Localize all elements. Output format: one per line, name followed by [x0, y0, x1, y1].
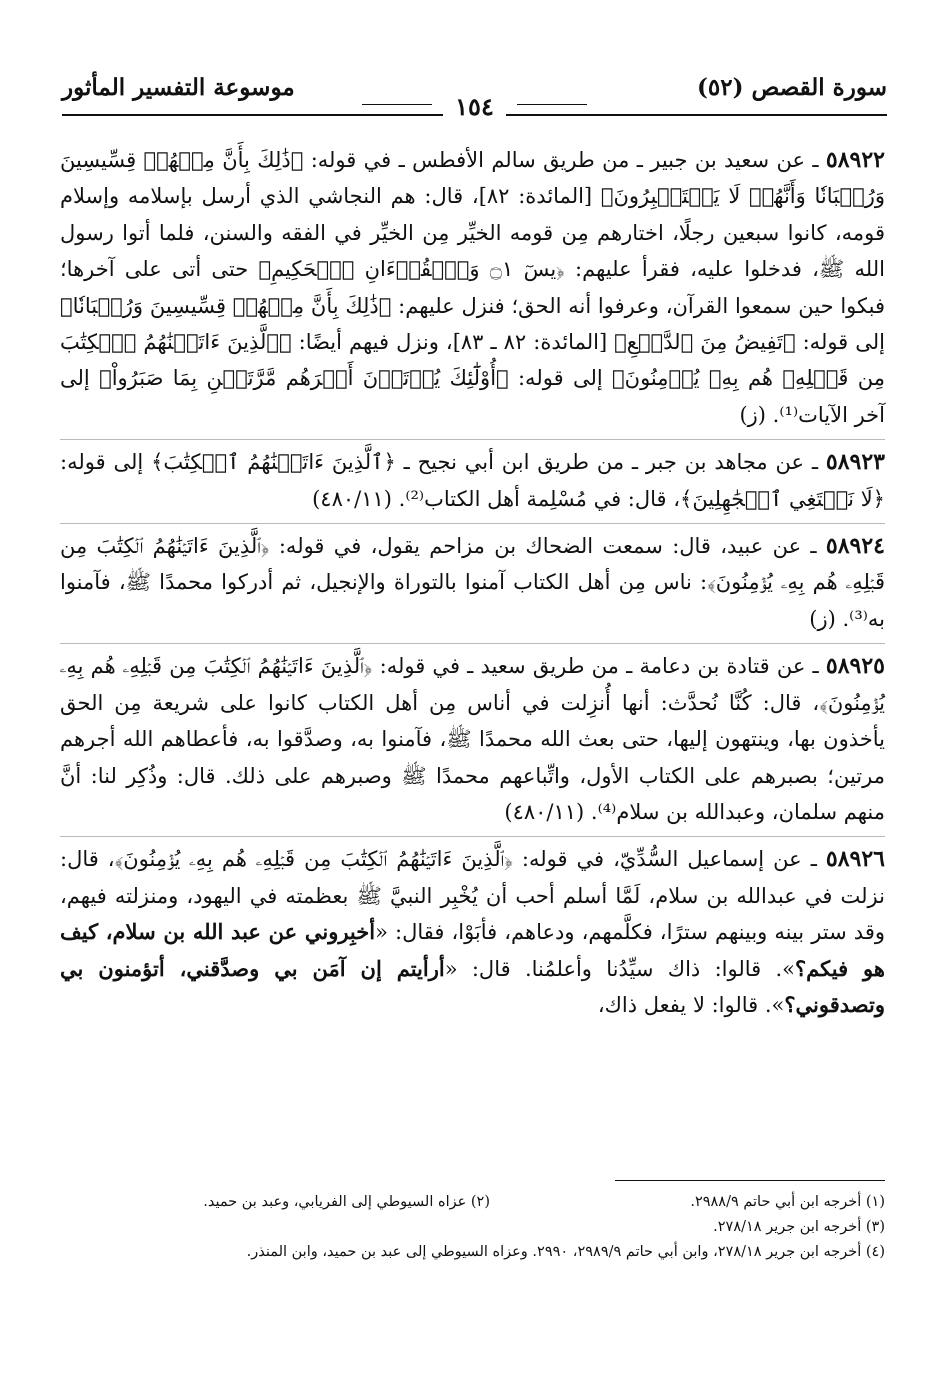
page-number: ١٥٤: [443, 92, 506, 121]
hadith-quote: أخبِروني عن عبد الله بن سلام، كيف هو فيكم؟: [60, 919, 885, 981]
narration-number: ٥٨٩٢٥: [825, 653, 885, 680]
narration-text: ». قالوا: لا يفعل ذاك،: [597, 992, 785, 1017]
narration-number: ٥٨٩٢٤: [825, 533, 885, 560]
narration-text: ـ عن قتادة بن دعامة ـ من طريق سعيد ـ في قوله: ﴿ٱلَّذِينَ ءَاتَيۡنَٰهُمُ ٱلۡكِتَٰبَ مِن قَبۡلِهِۦ هُم بِهِۦ يُؤۡمِنُونَ﴾، قال: كُنَّا نُحدَّث: أنها أُنزِلت في أناس مِن أهل الكتاب كانوا على شريعة مِن الحق يأخذون بها، وينتهون إليها، حتى بعث الله محمدًا ﷺ، فآمنوا به، وصدَّقوا به، فأعطاهم الله أجرهم مرتين؛ بصبرهم على الكتاب الأول، واتِّباعهم محمدًا ﷺ وصبرهم على ذلك. قال: وذُكِر لنا: أنَّ منهم سلمان، وعبدالله بن سلام⁽⁴⁾. (٤٨٠/١١): [60, 654, 885, 824]
footnote-4: (٤) أخرجه ابن جرير ٢٧٨/١٨، وابن أبي حاتم ٢٩٨٩/٩، ٢٩٩٠. وعزاه السيوطي إلى عبد بن حميد، وابن المنذر.: [246, 1244, 885, 1260]
page-body: [60, 142, 885, 1023]
narration-text: ». قالوا: ذاك سيِّدُنا وأعلمُنا. قال: «: [444, 956, 796, 981]
surah-title: سورة القصص (٥٢): [697, 74, 887, 101]
narration-58925: [60, 643, 885, 830]
narration-text: ـ عن مجاهد بن جبر ـ من طريق ابن أبي نجيح ـ ﴿ٱلَّذِينَ ءَاتَيۡنَٰهُمُ ٱلۡكِتَٰبَ﴾ إلى قوله: ﴿لَا نَبۡتَغِي ٱلۡجَٰهِلِينَ﴾، قال: في مُسْلِمة أهل الكتاب⁽²⁾. (٤٨٠/١١): [60, 450, 885, 511]
narration-number: ٥٨٩٢٢: [825, 147, 885, 173]
footnote-rule: [615, 1180, 885, 1181]
hadith-quote: أرأيتم إن آمَن بي وصدَّقني، أتؤمنون بي وتصدقوني؟: [60, 955, 885, 1017]
narration-text: ـ عن عبيد، قال: سمعت الضحاك بن مزاحم يقول، في قوله: ﴿ٱلَّذِينَ ءَاتَيۡنَٰهُمُ ٱلۡكِتَٰبَ مِن قَبۡلِهِۦ هُم بِهِۦ يُؤۡمِنُونَ﴾: ناس مِن أهل الكتاب آمنوا بالتوراة والإنجيل، ثم أدركوا محمدًا ﷺ، فآمنوا به⁽³⁾. (ز): [60, 534, 885, 631]
footnote-1: (١) أخرجه ابن أبي حاتم ٢٩٨٨/٩.: [690, 1194, 885, 1210]
footnote-3: (٣) أخرجه ابن جرير ٢٧٨/١٨.: [713, 1219, 885, 1235]
narration-58923: [60, 439, 885, 517]
narration-number: ٥٨٩٢٣: [825, 449, 885, 476]
narration-58924: [60, 523, 885, 637]
page-header: [62, 70, 887, 120]
narration-58926: [60, 836, 885, 1023]
narration-text: ـ عن إسماعيل السُّدِّيّ، في قوله: ﴿ٱلَّذِينَ ءَاتَيۡنَٰهُمُ ٱلۡكِتَٰبَ مِن قَبۡلِهِۦ هُم بِهِۦ يُؤۡمِنُونَ﴾، قال: نزلت في عبدالله بن سلام، لَمَّا أسلم أحب أن يُخْبِر النبيَّ ﷺ بعظمته في اليهود، ومنزلته فيهم، وقد ستر بينه وبينهم سترًا، فكلَّمهم، ودعاهم، فأبَوْا، فقال: «: [60, 847, 886, 945]
narration-text: ـ عن سعيد بن جبير ـ من طريق سالم الأفطس ـ في قوله: ﴿ذَٰلِكَ بِأَنَّ مِنۡهُمۡ قِسِّيسِينَ وَرُهۡبَانٗا وَأَنَّهُمۡ لَا يَسۡتَكۡبِرُونَ﴾ [المائدة: ٨٢]، قال: هم النجاشي الذي أرسل بإسلامه وإسلام قومه، كانوا سبعين رجلًا، اختارهم مِن قومه الخيِّر مِن الخيِّر في الفقه والسنن، فلما أتوا رسول الله ﷺ، فدخلوا عليه، فقرأ عليهم: ﴿يسٓ ۝١ وَٱلۡقُرۡءَانِ ٱلۡحَكِيمِ﴾ حتى أتى على آخرها؛ فبكوا حين سمعوا القرآن، وعرفوا أنه الحق؛ فنزل عليهم: ﴿ذَٰلِكَ بِأَنَّ مِنۡهُمۡ قِسِّيسِينَ وَرُهۡبَانٗا﴾ إلى قوله: ﴿تَفِيضُ مِنَ ٱلدَّمۡعِ﴾ [المائدة: ٨٢ ـ ٨٣]، ونزل فيهم أيضًا: ﴿ٱلَّذِينَ ءَاتَيۡنَٰهُمُ ٱلۡكِتَٰبَ مِن قَبۡلِهِۦ هُم بِهِۦ يُؤۡمِنُونَ﴾ إلى قوله: ﴿أُوْلَٰٓئِكَ يُؤۡتَوۡنَ أَجۡرَهُم مَّرَّتَيۡنِ بِمَا صَبَرُواْ﴾ إلى آخر الآيات⁽¹⁾. (ز): [60, 148, 885, 427]
footnote-2: (٢) عزاه السيوطي إلى الفريابي، وعبد بن حميد.: [203, 1194, 490, 1210]
footnotes: [62, 1190, 885, 1265]
book-title: موسوعة التفسير المأثور: [62, 74, 295, 101]
narration-58922: [60, 142, 885, 433]
narration-number: ٥٨٩٢٦: [825, 846, 885, 873]
